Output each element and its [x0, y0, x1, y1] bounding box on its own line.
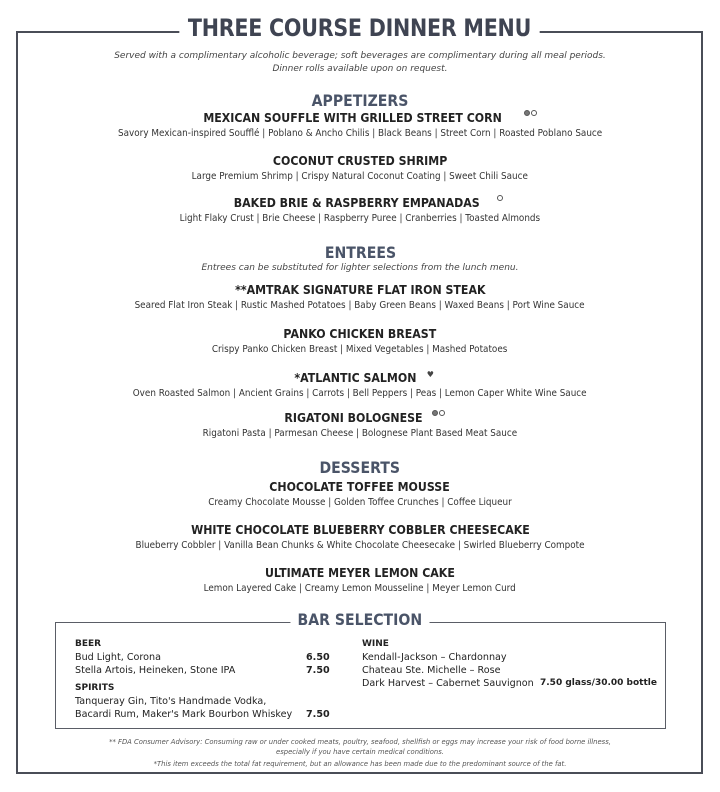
menu-item — [0, 153, 720, 184]
section-title-appetizers: APPETIZERS — [311, 91, 409, 110]
item-name: CHOCOLATE TOFFEE MOUSSE — [269, 479, 451, 494]
wine-name: Chateau Ste. Michelle – Rose — [362, 665, 501, 676]
beer-price: 6.50 — [306, 652, 330, 663]
item-description: Large Premium Shrimp | Crispy Natural Coconut Coating | Sweet Chili Sauce — [191, 171, 529, 182]
wine-row — [362, 677, 657, 690]
advisory-line-2: especially if you have certain medical conditions. — [276, 748, 444, 756]
menu-title-text: THREE COURSE DINNER MENU — [180, 14, 540, 42]
spirits-heading: SPIRITS — [75, 683, 115, 693]
item-name: PANKO CHICKEN BREAST — [283, 326, 437, 341]
menu-item — [0, 565, 720, 596]
entrees-note: Entrees can be substituted for lighter selections from the lunch menu. — [201, 263, 519, 273]
intro-line-1: Served with a complimentary alcoholic beverage; soft beverages are complimentary during all meal periods. — [114, 51, 606, 61]
item-description: Rigatoni Pasta | Parmesan Cheese | Bolognese Plant Based Meat Sauce — [202, 428, 518, 439]
spirits-line-1: Tanqueray Gin, Tito's Handmade Vodka, — [75, 696, 267, 707]
item-description: Lemon Layered Cake | Creamy Lemon Mousseline | Meyer Lemon Curd — [203, 583, 517, 594]
wine-name: Dark Harvest – Cabernet Sauvignon — [362, 678, 534, 689]
item-name: RIGATONI BOLOGNESE — [0, 410, 720, 426]
beer-name: Bud Light, Corona — [75, 652, 161, 663]
spirits-price: 7.50 — [306, 709, 330, 720]
fat-note: *This item exceeds the total fat requirement, but an allowance has been made due to the predominant source of the fat. — [153, 760, 567, 768]
wine-price: 7.50 glass/30.00 bottle — [540, 678, 657, 688]
beer-row — [75, 664, 335, 677]
item-description: Savory Mexican-inspired Soufflé | Poblano & Ancho Chilis | Black Beans | Street Corn | Roasted Poblano Sauce — [117, 128, 603, 139]
item-description: Crispy Panko Chicken Breast | Mixed Vegetables | Mashed Potatoes — [212, 344, 508, 355]
wine-name: Kendall-Jackson – Chardonnay — [362, 652, 507, 663]
item-name: WHITE CHOCOLATE BLUEBERRY COBBLER CHEESECAKE — [190, 522, 530, 537]
menu-item — [0, 522, 720, 553]
spirits-line-2: Bacardi Rum, Maker's Mark Bourbon Whiskey — [75, 709, 293, 720]
advisory-line-1: ** FDA Consumer Advisory: Consuming raw or under cooked meats, poultry, seafood, shellfish or eggs may increase your risk of food borne illness, — [109, 738, 611, 746]
item-name: *ATLANTIC SALMON ♥ — [294, 370, 434, 385]
beer-price: 7.50 — [306, 665, 330, 676]
spirits-row — [75, 695, 335, 708]
bar-selection-title: BAR SELECTION — [0, 610, 720, 629]
item-name: **AMTRAK SIGNATURE FLAT IRON STEAK — [234, 282, 486, 297]
item-description: Light Flaky Crust | Brie Cheese | Raspberry Puree | Cranberries | Toasted Almonds — [179, 213, 541, 224]
item-description: Blueberry Cobbler | Vanilla Bean Chunks & White Chocolate Cheesecake | Swirled Blueberry Compote — [135, 540, 585, 551]
item-name: BAKED BRIE & RASPBERRY EMPANADAS — [0, 195, 720, 211]
menu-item — [0, 367, 720, 401]
menu-title — [0, 14, 720, 42]
section-title-entrees: ENTREES — [324, 243, 396, 262]
bar-left-column — [75, 635, 335, 721]
beer-row — [75, 651, 335, 664]
intro-line-2: Dinner rolls available upon on request. — [272, 64, 448, 74]
wine-row — [362, 651, 657, 664]
fda-advisory — [0, 737, 720, 757]
menu-item — [0, 195, 720, 226]
gluten-free-icon — [531, 110, 537, 116]
item-description: Oven Roasted Salmon | Ancient Grains | Carrots | Bell Peppers | Peas | Lemon Caper White Wine Sauce — [133, 388, 587, 399]
menu-item — [0, 479, 720, 510]
wine-heading: WINE — [362, 639, 389, 649]
bar-right-column — [362, 635, 657, 690]
item-name: ULTIMATE MEYER LEMON CAKE — [265, 565, 455, 580]
gluten-free-icon — [439, 410, 445, 416]
item-description: Creamy Chocolate Mousse | Golden Toffee Crunches | Coffee Liqueur — [208, 497, 512, 508]
section-title-desserts: DESSERTS — [319, 458, 401, 477]
vegetarian-icon — [497, 195, 503, 201]
wine-row — [362, 664, 657, 677]
item-name: COCONUT CRUSTED SHRIMP — [272, 153, 448, 168]
menu-item — [0, 326, 720, 357]
item-name: MEXICAN SOUFFLE WITH GRILLED STREET CORN — [0, 110, 720, 126]
item-description: Seared Flat Iron Steak | Rustic Mashed Potatoes | Baby Green Beans | Waxed Beans | Port Wine Sauce — [134, 300, 585, 311]
menu-intro — [0, 50, 720, 76]
menu-item — [0, 410, 720, 441]
vegetarian-icon — [432, 410, 438, 416]
vegetarian-icon — [524, 110, 530, 116]
menu-item — [0, 110, 720, 141]
beer-heading: BEER — [75, 639, 102, 649]
spirits-row — [75, 708, 335, 721]
beer-name: Stella Artois, Heineken, Stone IPA — [75, 665, 236, 676]
menu-item — [0, 282, 720, 313]
heart-healthy-icon: ♥ — [426, 370, 434, 379]
